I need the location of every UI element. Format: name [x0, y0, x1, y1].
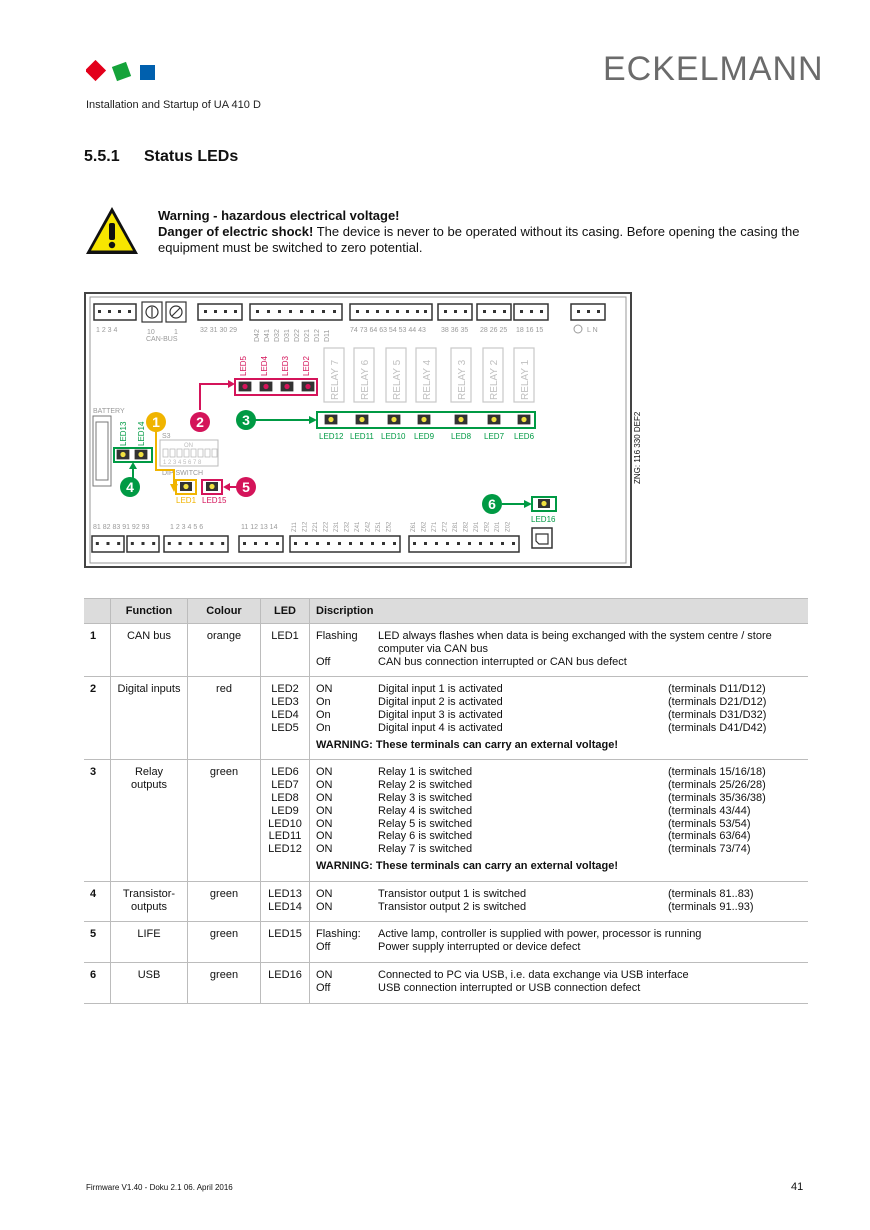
line-description: Relay 7 is switched [378, 843, 473, 856]
d-label: D21 [304, 329, 311, 342]
terminal-label-1b: 1 [174, 329, 178, 336]
led16-label: LED16 [531, 515, 556, 524]
led-label: LED8 [451, 432, 472, 441]
led-status-table [84, 598, 808, 1004]
line-terminals: (terminals 43/44) [668, 804, 751, 817]
line-description: Digital input 2 is activated [378, 696, 503, 709]
relay-label: RELAY 6 [360, 359, 371, 400]
callout-1: 1 [152, 414, 160, 430]
row-colour: green [188, 962, 261, 1003]
dip-on-label: ON [184, 443, 193, 449]
description-lines [316, 928, 802, 954]
row-function: Digital inputs [111, 677, 188, 760]
z-label: Z22 [323, 521, 330, 532]
description-lines [316, 766, 802, 856]
line-description: CAN bus connection interrupted or CAN bus defect [378, 655, 627, 668]
line-terminals: (terminals 91..93) [668, 900, 754, 913]
row-number: 1 [84, 624, 111, 677]
line-description: Digital input 4 is activated [378, 721, 503, 734]
led-label: LED12 [319, 432, 344, 441]
battery-label: BATTERY [93, 408, 125, 415]
d-label: D42 [254, 329, 261, 342]
row-function: CAN bus [111, 624, 188, 677]
z-label: Z72 [442, 521, 449, 532]
canbus-label: CAN-BUS [146, 336, 178, 343]
led14-label: LED14 [137, 421, 146, 446]
line-description: Digital input 3 is activated [378, 708, 503, 721]
col-header-led: LED [261, 599, 310, 624]
relay-label: RELAY 1 [520, 359, 531, 400]
table-row [84, 922, 808, 963]
line-description: Relay 2 is switched [378, 779, 473, 792]
warning-title: Warning - hazardous electrical voltage! [158, 208, 400, 223]
line-description: Relay 6 is switched [378, 830, 473, 843]
drawing-code: ZNG: 116 330 DEF2 [633, 411, 642, 484]
row-number: 5 [84, 922, 111, 963]
document-subtitle: Installation and Startup of UA 410 D [86, 99, 261, 111]
relay-label: RELAY 2 [489, 359, 500, 400]
line-state: ON [316, 766, 333, 779]
line-state: On [316, 708, 331, 721]
z-label: Z81 [453, 521, 459, 532]
z-label: Z32 [344, 521, 351, 532]
z-label: Z02 [505, 521, 512, 532]
z-label: Z61 [411, 521, 417, 532]
logo-square-green [112, 62, 131, 81]
row-leds: LED16 [261, 962, 310, 1003]
terminal-label-1-4: 1 2 3 4 [96, 327, 118, 334]
row-description [310, 677, 809, 760]
line-terminals: (terminals 15/16/18) [668, 766, 766, 779]
callout-2: 2 [196, 414, 204, 430]
line-description: Power supply interrupted or device defect [378, 941, 581, 954]
table-row [84, 760, 808, 881]
d-label: D31 [284, 329, 291, 342]
z-label: Z51 [376, 521, 382, 532]
col-header-colour: Colour [188, 599, 261, 624]
callout-3: 3 [242, 412, 250, 428]
row-number: 2 [84, 677, 111, 760]
table-header-row [84, 599, 808, 624]
z-label: Z82 [463, 521, 470, 532]
description-lines [316, 969, 802, 995]
board-diagram [84, 292, 632, 568]
warning-text [158, 208, 810, 256]
terminal-label-10: 10 [147, 329, 155, 336]
relay-label: RELAY 5 [392, 359, 403, 400]
row-leds: LED6 LED7 LED8 LED9 LED10 LED11 LED12 [261, 760, 310, 881]
terminal-voltage-warning: WARNING: These terminals can carry an external voltage! [316, 738, 618, 751]
row-description [310, 760, 809, 881]
line-description: Transistor output 1 is switched [378, 887, 527, 900]
led15-label: LED15 [202, 496, 227, 505]
line-description: Relay 4 is switched [378, 804, 473, 817]
line-state: On [316, 696, 331, 709]
col-header-function: Function [111, 599, 188, 624]
row-leds: LED15 [261, 922, 310, 963]
row-description [310, 881, 809, 922]
line-description: Relay 3 is switched [378, 791, 473, 804]
terminal-label-32-29: 32 31 30 29 [200, 327, 237, 334]
line-state: Off [316, 981, 331, 994]
terminal-label-38-35: 38 36 35 [441, 327, 469, 334]
green-leds-row [325, 415, 530, 424]
warning-body-text: The device is never to be operated without its casing. Before opening the casing the equipment must be switched to zero potential. [158, 224, 800, 255]
warning-lead: Danger of electric shock! [158, 224, 314, 239]
line-description: LED always flashes when data is being exchanged with the system centre / store computer via CAN bus [378, 630, 772, 655]
z-label: Z01 [495, 521, 501, 532]
line-state: ON [316, 791, 333, 804]
line-description: Digital input 1 is activated [378, 683, 503, 696]
relay-label: RELAY 7 [330, 359, 341, 400]
line-state: Off [316, 941, 331, 954]
section-number: 5.5.1 [84, 148, 120, 165]
line-state: ON [316, 683, 333, 696]
relay-label: RELAY 3 [457, 359, 468, 400]
bottom-label-1-6: 1 2 3 4 5 6 [170, 524, 204, 531]
warning-triangle-icon [84, 205, 140, 257]
row-number: 3 [84, 760, 111, 881]
bottom-label-11-14: 11 12 13 14 [241, 524, 278, 531]
row-function: Relay outputs [111, 760, 188, 881]
z-label: Z42 [365, 521, 372, 532]
z-label: Z11 [292, 522, 298, 532]
line-terminals: (terminals 53/54) [668, 817, 751, 830]
line-state: ON [316, 804, 333, 817]
line-terminals: (terminals 63/64) [668, 830, 751, 843]
line-state: ON [316, 887, 333, 900]
terminal-label-28-25: 28 26 25 [480, 327, 508, 334]
row-number: 4 [84, 881, 111, 922]
green-led-row-labels [319, 432, 535, 441]
led13-label: LED13 [119, 421, 128, 446]
led-label: LED7 [484, 432, 505, 441]
description-lines [316, 630, 802, 668]
line-description: USB connection interrupted or USB connection defect [378, 981, 641, 994]
description-lines [316, 888, 802, 914]
z-label: Z62 [421, 521, 428, 532]
row-function: LIFE [111, 922, 188, 963]
logo-square-red [86, 60, 106, 81]
line-description: Relay 1 is switched [378, 766, 473, 779]
led-label: LED9 [414, 432, 435, 441]
callout-4: 4 [126, 479, 134, 495]
line-terminals: (terminals 25/26/28) [668, 779, 766, 792]
table-row [84, 962, 808, 1003]
line-terminals: (terminals D11/D12) [668, 683, 766, 696]
z-label: Z31 [334, 521, 340, 532]
row-function: Transistor-outputs [111, 881, 188, 922]
line-description: Connected to PC via USB, i.e. data exchange via USB interface [378, 968, 689, 981]
z-label: Z71 [432, 521, 438, 532]
row-description [310, 922, 809, 963]
line-description: Transistor output 2 is switched [378, 900, 527, 913]
table-row [84, 677, 808, 760]
terminal-label-l-n: L N [587, 327, 598, 334]
line-state: On [316, 721, 331, 734]
bottom-label-81-93: 81 82 83 91 92 93 [93, 524, 150, 531]
z-label: Z91 [474, 521, 480, 532]
d-label: D11 [324, 329, 331, 342]
led-label: LED11 [350, 432, 374, 441]
terminal-voltage-warning: WARNING: These terminals can carry an external voltage! [316, 859, 618, 872]
d-label: D32 [274, 329, 281, 342]
led-label: LED5 [239, 355, 248, 376]
description-lines [316, 683, 802, 734]
line-terminals: (terminals 73/74) [668, 843, 751, 856]
row-colour: green [188, 760, 261, 881]
row-description [310, 624, 809, 677]
line-terminals: (terminals D31/D32) [668, 708, 767, 721]
d-label: D41 [264, 329, 271, 342]
z-label: Z92 [484, 521, 491, 532]
line-state: ON [316, 900, 333, 913]
line-state: ON [316, 843, 333, 856]
row-leds: LED2 LED3 LED4 LED5 [261, 677, 310, 760]
d-label: D22 [294, 329, 301, 342]
terminal-label-74-43: 74 73 64 63 54 53 44 43 [350, 327, 426, 334]
line-description: Active lamp, controller is supplied with power, processor is running [378, 928, 702, 941]
line-terminals: (terminals 35/36/38) [668, 791, 766, 804]
table-row [84, 881, 808, 922]
z-label: Z52 [386, 521, 393, 532]
callout-5: 5 [242, 479, 250, 495]
row-number: 6 [84, 962, 111, 1003]
relay-label: RELAY 4 [422, 359, 433, 400]
row-leds: LED1 [261, 624, 310, 677]
line-state: ON [316, 817, 333, 830]
line-description: Relay 5 is switched [378, 817, 473, 830]
z-label: Z21 [313, 521, 319, 532]
led1-label: LED1 [176, 496, 197, 505]
line-state: Off [316, 655, 331, 668]
led-label: LED2 [302, 355, 311, 376]
row-colour: green [188, 922, 261, 963]
d-label: D12 [314, 329, 321, 342]
row-colour: red [188, 677, 261, 760]
col-header-number [84, 599, 111, 624]
line-state: ON [316, 830, 333, 843]
row-description [310, 962, 809, 1003]
page-number: 41 [791, 1181, 804, 1193]
dip-switch-label: DIP SWITCH [162, 470, 204, 477]
led-label: LED4 [260, 355, 269, 376]
section-title: Status LEDs [144, 148, 239, 165]
company-logo [86, 60, 158, 84]
warning-body [158, 224, 810, 256]
callout-6: 6 [488, 496, 496, 512]
section-heading [84, 148, 238, 166]
dip-numbers: 1 2 3 4 5 6 7 8 [163, 460, 202, 466]
line-state: Flashing [316, 630, 358, 642]
col-header-description: Discription [310, 599, 809, 624]
z-label: Z12 [302, 521, 309, 532]
line-terminals: (terminals D21/D12) [668, 696, 767, 709]
row-colour: green [188, 881, 261, 922]
line-state: ON [316, 779, 333, 792]
footer-version: Firmware V1.40 - Doku 2.1 06. April 2016 [86, 1183, 233, 1192]
row-colour: orange [188, 624, 261, 677]
logo-square-blue [140, 65, 155, 80]
led-label: LED3 [281, 355, 290, 376]
s3-label: S3 [162, 433, 171, 440]
brand-name: ECKELMANN [603, 50, 824, 88]
line-state: Flashing: [316, 928, 361, 941]
row-leds: LED13 LED14 [261, 881, 310, 922]
led-label: LED10 [381, 432, 406, 441]
led-label: LED6 [514, 432, 535, 441]
table-row [84, 624, 808, 677]
line-terminals: (terminals D41/D42) [668, 721, 767, 734]
line-terminals: (terminals 81..83) [668, 887, 754, 900]
terminal-label-18-15: 18 16 15 [516, 327, 544, 334]
line-state: ON [316, 968, 333, 981]
row-function: USB [111, 962, 188, 1003]
z-label: Z41 [355, 521, 361, 532]
